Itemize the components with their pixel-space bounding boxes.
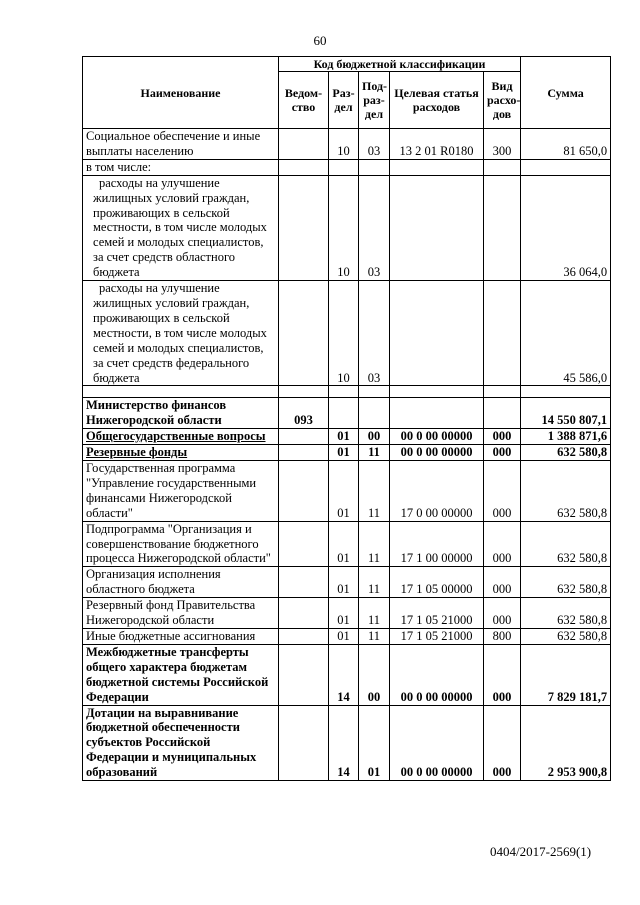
row-razdel: 01 xyxy=(329,598,359,629)
table-row xyxy=(83,705,611,781)
table-row xyxy=(83,461,611,522)
table-row xyxy=(83,429,611,445)
row-podrazdel: 03 xyxy=(359,129,390,160)
row-ved xyxy=(279,159,329,175)
row-celevaya: 17 1 05 21000 xyxy=(390,598,484,629)
row-vid: 000 xyxy=(484,567,521,598)
row-celevaya xyxy=(390,398,484,429)
row-vid xyxy=(484,386,521,398)
table-row xyxy=(83,629,611,645)
row-celevaya xyxy=(390,386,484,398)
row-celevaya: 17 1 05 21000 xyxy=(390,629,484,645)
row-podrazdel: 03 xyxy=(359,281,390,386)
row-name: Организация исполнения областного бюджета xyxy=(83,567,279,598)
row-razdel xyxy=(329,386,359,398)
row-ved xyxy=(279,386,329,398)
row-celevaya: 00 0 00 00000 xyxy=(390,445,484,461)
row-celevaya: 17 1 05 00000 xyxy=(390,567,484,598)
row-ved xyxy=(279,429,329,445)
row-podrazdel: 11 xyxy=(359,629,390,645)
row-ved xyxy=(279,129,329,160)
row-celevaya xyxy=(390,175,484,280)
header-row-1 xyxy=(83,57,611,72)
row-ved xyxy=(279,521,329,567)
row-name: в том числе: xyxy=(83,159,279,175)
row-name xyxy=(83,386,279,398)
row-podrazdel xyxy=(359,386,390,398)
row-vid: 000 xyxy=(484,445,521,461)
row-sum xyxy=(521,159,611,175)
row-ved xyxy=(279,567,329,598)
row-razdel: 10 xyxy=(329,281,359,386)
row-razdel: 10 xyxy=(329,175,359,280)
row-ved xyxy=(279,598,329,629)
table-row-empty xyxy=(83,386,611,398)
row-name: Министерство финансов Нижегородской области xyxy=(83,398,279,429)
row-razdel: 14 xyxy=(329,644,359,705)
row-name: Дотации на выравнивание бюджетной обеспеченности субъектов Российской Федерации и муниципальных образований xyxy=(83,705,279,781)
row-vid: 000 xyxy=(484,644,521,705)
row-razdel: 01 xyxy=(329,629,359,645)
row-sum: 36 064,0 xyxy=(521,175,611,280)
row-sum: 632 580,8 xyxy=(521,445,611,461)
row-sum: 1 388 871,6 xyxy=(521,429,611,445)
header-vid: Вид расхо-дов xyxy=(484,72,521,129)
table-row xyxy=(83,398,611,429)
document-code: 0404/2017-2569(1) xyxy=(490,844,592,859)
row-name: Подпрограмма "Организация и совершенствование бюджетного процесса Нижегородской области" xyxy=(83,521,279,567)
budget-table xyxy=(82,56,611,781)
row-podrazdel: 01 xyxy=(359,705,390,781)
row-razdel: 01 xyxy=(329,429,359,445)
page-number: 60 xyxy=(313,33,327,48)
row-sum: 632 580,8 xyxy=(521,629,611,645)
header-sum: Сумма xyxy=(521,57,611,129)
row-podrazdel: 11 xyxy=(359,461,390,522)
row-ved xyxy=(279,644,329,705)
row-vid: 300 xyxy=(484,129,521,160)
header-podrazdel: Под-раз-дел xyxy=(359,72,390,129)
row-celevaya: 17 0 00 00000 xyxy=(390,461,484,522)
row-name: расходы на улучшение жилищных условий граждан, проживающих в сельской местности, в том числе молодых семей и молодых специалистов, за счет средств федерального бюджета xyxy=(83,281,279,386)
row-name: расходы на улучшение жилищных условий граждан, проживающих в сельской местности, в том числе молодых семей и молодых специалистов, за счет средств областного бюджета xyxy=(83,175,279,280)
row-sum: 7 829 181,7 xyxy=(521,644,611,705)
row-celevaya: 13 2 01 R0180 xyxy=(390,129,484,160)
row-vid: 000 xyxy=(484,461,521,522)
row-ved xyxy=(279,629,329,645)
row-celevaya: 00 0 00 00000 xyxy=(390,644,484,705)
row-sum: 632 580,8 xyxy=(521,521,611,567)
row-name: Государственная программа "Управление государственными финансами Нижегородской области" xyxy=(83,461,279,522)
header-celevaya: Целевая статья расходов xyxy=(390,72,484,129)
table-row xyxy=(83,644,611,705)
row-vid xyxy=(484,398,521,429)
row-name: Общегосударственные вопросы xyxy=(83,429,279,445)
row-sum: 81 650,0 xyxy=(521,129,611,160)
header-razdel: Раз-дел xyxy=(329,72,359,129)
row-podrazdel: 11 xyxy=(359,567,390,598)
row-vid: 000 xyxy=(484,705,521,781)
row-celevaya xyxy=(390,159,484,175)
row-razdel: 01 xyxy=(329,445,359,461)
row-razdel xyxy=(329,159,359,175)
table-row xyxy=(83,598,611,629)
table-row xyxy=(83,129,611,160)
table-row xyxy=(83,175,611,280)
row-name: Резервные фонды xyxy=(83,445,279,461)
row-podrazdel: 11 xyxy=(359,598,390,629)
row-vid xyxy=(484,159,521,175)
row-razdel: 01 xyxy=(329,461,359,522)
table-row xyxy=(83,567,611,598)
row-ved xyxy=(279,281,329,386)
row-celevaya: 17 1 00 00000 xyxy=(390,521,484,567)
row-podrazdel: 11 xyxy=(359,521,390,567)
header-name: Наименование xyxy=(83,57,279,129)
row-vid xyxy=(484,281,521,386)
row-name: Иные бюджетные ассигнования xyxy=(83,629,279,645)
row-podrazdel: 11 xyxy=(359,445,390,461)
row-razdel: 01 xyxy=(329,521,359,567)
row-sum: 45 586,0 xyxy=(521,281,611,386)
row-ved: 093 xyxy=(279,398,329,429)
header-code-group: Код бюджетной классификации xyxy=(279,57,521,72)
row-podrazdel: 00 xyxy=(359,644,390,705)
row-celevaya: 00 0 00 00000 xyxy=(390,705,484,781)
row-sum: 2 953 900,8 xyxy=(521,705,611,781)
row-podrazdel xyxy=(359,159,390,175)
row-vid: 000 xyxy=(484,521,521,567)
row-podrazdel xyxy=(359,398,390,429)
row-vid: 800 xyxy=(484,629,521,645)
row-name: Резервный фонд Правительства Нижегородской области xyxy=(83,598,279,629)
row-sum: 632 580,8 xyxy=(521,598,611,629)
row-ved xyxy=(279,461,329,522)
row-ved xyxy=(279,705,329,781)
row-ved xyxy=(279,445,329,461)
table-row xyxy=(83,445,611,461)
row-sum: 632 580,8 xyxy=(521,567,611,598)
row-ved xyxy=(279,175,329,280)
row-razdel: 10 xyxy=(329,129,359,160)
row-razdel xyxy=(329,398,359,429)
row-razdel: 01 xyxy=(329,567,359,598)
row-razdel: 14 xyxy=(329,705,359,781)
table-row xyxy=(83,281,611,386)
row-vid: 000 xyxy=(484,429,521,445)
row-podrazdel: 03 xyxy=(359,175,390,280)
table-row xyxy=(83,521,611,567)
row-celevaya: 00 0 00 00000 xyxy=(390,429,484,445)
row-sum: 14 550 807,1 xyxy=(521,398,611,429)
row-celevaya xyxy=(390,281,484,386)
header-vedomstvo: Ведом-ство xyxy=(279,72,329,129)
table-row xyxy=(83,159,611,175)
row-name: Межбюджетные трансферты общего характера бюджетам бюджетной системы Российской Федерации xyxy=(83,644,279,705)
row-sum xyxy=(521,386,611,398)
row-vid: 000 xyxy=(484,598,521,629)
row-name: Социальное обеспечение и иные выплаты населению xyxy=(83,129,279,160)
row-vid xyxy=(484,175,521,280)
row-sum: 632 580,8 xyxy=(521,461,611,522)
row-podrazdel: 00 xyxy=(359,429,390,445)
